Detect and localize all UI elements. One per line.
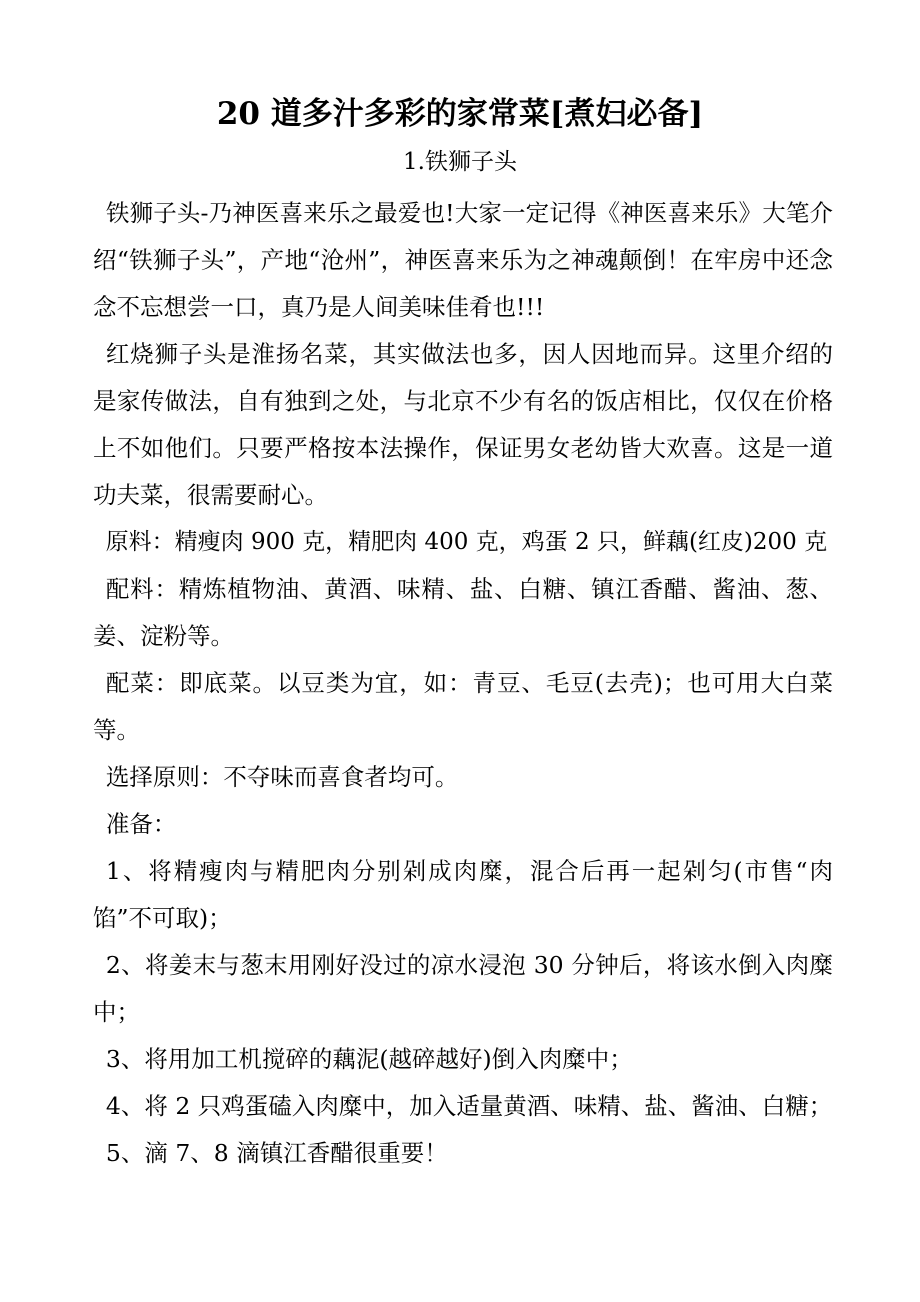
paragraph-selection-rule: 选择原则：不夺味而喜食者均可。 [105,763,459,791]
step-2: 2、将姜末与葱末用刚好没过的凉水浸泡 30 分钟后，将该水倒入肉糜中； [93,951,833,1026]
document-title: 20 道多汁多彩的家常菜[煮妇必备] [216,96,704,132]
paragraph-ingredients: 原料：精瘦肉 900 克，精肥肉 400 克，鸡蛋 2 只，鲜藕(红皮)200 克 [105,529,828,555]
step-1: 1、将精瘦肉与精肥肉分别剁成肉糜，混合后再一起剁匀(市售“肉馅”不可取)； [93,857,833,932]
step-3: 3、将用加工机搅碎的藕泥(越碎越好)倒入肉糜中； [105,1045,633,1073]
paragraph-seasonings: 配料：精炼植物油、黄酒、味精、盐、白糖、镇江香醋、酱油、葱、姜、淀粉等。 [93,575,833,650]
paragraph-description: 红烧狮子头是淮扬名菜，其实做法也多，因人因地而异。这里介绍的是家传做法，自有独到之处，与北京不少有名的饭店相比，仅仅在价格上不如他们。只要严格按本法操作，保证男女老幼皆大欢喜。这是一道功夫菜，很需要耐心。 [93,340,833,509]
paragraph-intro: 铁狮子头-乃神医喜来乐之最爱也!大家一定记得《神医喜来乐》大笔介绍“铁狮子头”，产地“沧州”，神医喜来乐为之神魂颠倒！在牢房中还念念不忘想尝一口，真乃是人间美味佳肴也!!! [93,199,833,321]
document-body [93,190,833,1177]
paragraph-side-dish: 配菜：即底菜。以豆类为宜，如：青豆、毛豆(去壳)；也可用大白菜等。 [93,669,833,744]
paragraph-preparation-heading: 准备： [105,810,177,838]
recipe-subtitle: 1.铁狮子头 [403,149,517,175]
step-5: 5、滴 7、8 滴镇江香醋很重要！ [105,1139,448,1167]
step-4: 4、将 2 只鸡蛋磕入肉糜中，加入适量黄酒、味精、盐、酱油、白糖； [105,1092,833,1120]
